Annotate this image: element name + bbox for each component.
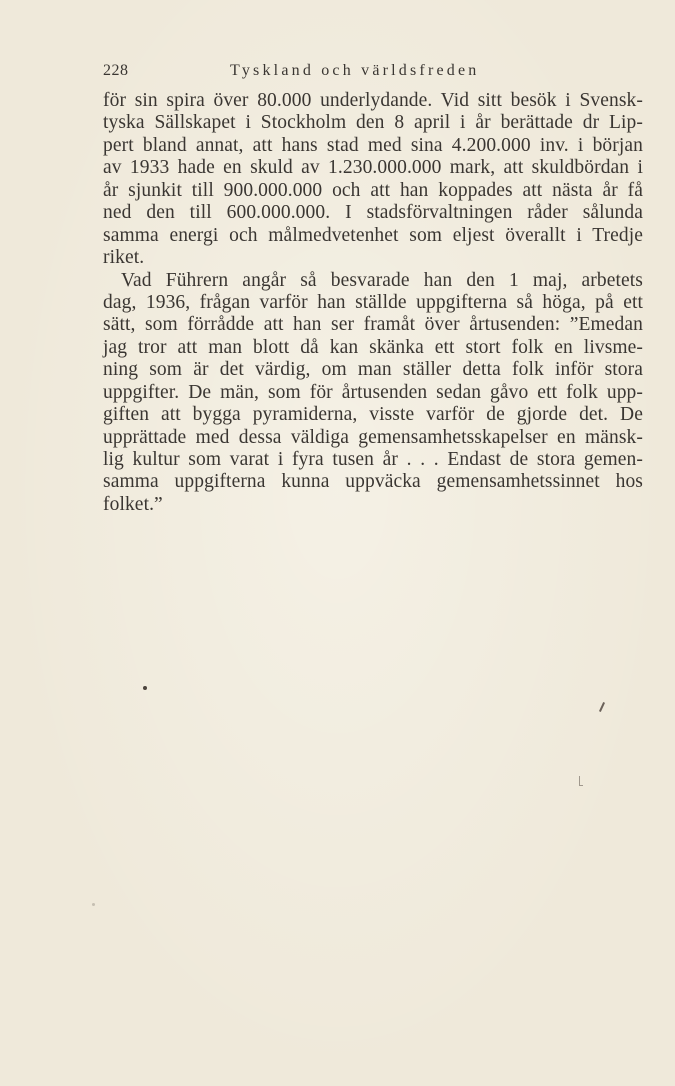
ink-mark	[599, 702, 605, 712]
text-line: jag tror att man blott då kan skänka ett stort folk en livsme-	[103, 336, 643, 358]
text-line: ning som är det värdig, om man ställer detta folk inför stora	[103, 359, 643, 381]
text-line: sätt, som förrådde att han ser framåt över årtusenden: ”Emedan	[103, 314, 643, 336]
text-line: upprättade med dessa väldiga gemensamhetsskapelser en mänsk-	[103, 426, 643, 448]
text-line: samma energi och målmedvetenhet som eljest överallt i Tredje	[103, 224, 643, 246]
text-line: dag, 1936, frågan varför han ställde uppgifterna så höga, på ett	[103, 291, 643, 313]
running-head: Tyskland och världsfreden	[230, 62, 480, 79]
text-line: av 1933 hade en skuld av 1.230.000.000 mark, att skuldbördan i	[103, 157, 643, 179]
text-line: uppgifter. De män, som för årtusenden sedan gåvo ett folk upp-	[103, 381, 643, 403]
text-line: ned den till 600.000.000. I stadsförvaltningen råder sålunda	[103, 202, 643, 224]
ink-speck	[92, 903, 95, 906]
text-line: tyska Sällskapet i Stockholm den 8 april i år berättade dr Lip-	[103, 112, 643, 134]
page-header	[103, 62, 543, 84]
ink-mark	[579, 776, 580, 785]
text-line: riket.	[103, 247, 145, 269]
text-line: pert bland annat, att hans stad med sina 4.200.000 inv. i början	[103, 134, 643, 156]
text-line: giften att bygga pyramiderna, visste varför de gjorde det. De	[103, 404, 643, 426]
text-line: för sin spira över 80.000 underlydande. Vid sitt besök i Svensk-	[103, 90, 643, 111]
ink-speck	[143, 686, 147, 690]
text-line: Vad Führern angår så besvarade han den 1 maj, arbetets	[121, 269, 643, 291]
text-line: folket.”	[103, 493, 163, 515]
ink-mark	[579, 785, 583, 786]
paragraph	[103, 270, 643, 517]
body-text	[103, 90, 643, 516]
page-number: 228	[103, 62, 129, 79]
paragraph	[103, 90, 643, 270]
text-line: samma uppgifterna kunna uppväcka gemensamhetssinnet hos	[103, 471, 643, 493]
text-line: lig kultur som varat i fyra tusen år . . . Endast de stora gemen-	[103, 449, 643, 470]
text-line: år sjunkit till 900.000.000 och att han koppades att nästa år få	[103, 179, 643, 201]
